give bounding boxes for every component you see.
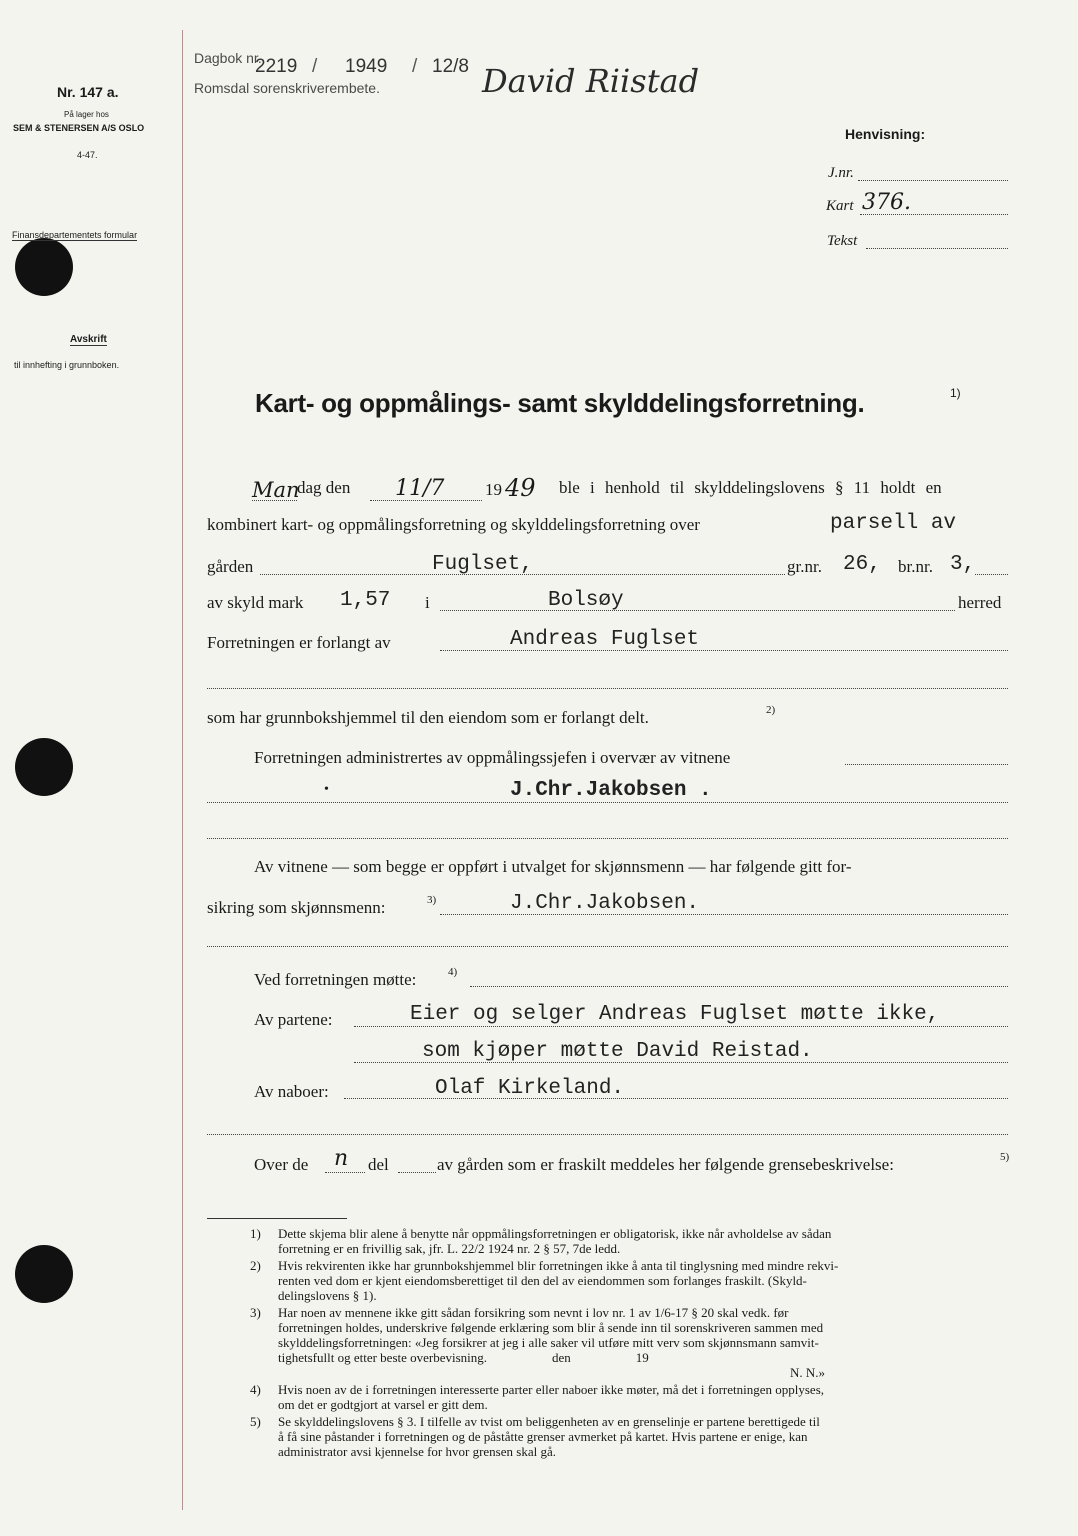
footnote bbox=[250, 1226, 1020, 1256]
requested-text: Forretningen er forlangt av bbox=[207, 633, 391, 652]
footnote-line: Hvis rekvirenten ikke har grunnbokshjemmel blir forretningen ikke å anta til tinglysning med mindre rekvi- bbox=[278, 1258, 839, 1273]
line2-text: kombinert kart- og oppmålingsforretning og skylddelingsforretning over bbox=[207, 515, 700, 534]
form-origin: Finansdepartementets formular bbox=[12, 230, 138, 240]
neighbours-label: Av naboer: bbox=[254, 1082, 329, 1101]
footnote-line: renten ved dom er kjent eiendomsberettiget til den del av eiendommen som forlanges fraskilt. (Skyld- bbox=[278, 1273, 807, 1288]
footnote-rule bbox=[207, 1218, 347, 1219]
line6-note: 2) bbox=[766, 704, 776, 716]
kart-label: Kart bbox=[826, 198, 854, 214]
stamp-office: Romsdal sorenskriverembete. bbox=[194, 80, 380, 96]
requested-by-fill: Andreas Fuglset bbox=[510, 628, 700, 651]
part-fill: n bbox=[334, 1146, 349, 1171]
footnote bbox=[250, 1258, 1020, 1303]
footnote-line: om det er godtgjort at varsel er gitt dem. bbox=[278, 1397, 488, 1412]
stamp-label: Dagbok nr. bbox=[194, 50, 262, 66]
footnote bbox=[250, 1414, 1020, 1459]
footnote-line: Se skylddelingslovens § 3. I tilfelle av tvist om beliggenheten av en grenselinje er partene berettigede til bbox=[278, 1414, 820, 1429]
footnote bbox=[250, 1382, 1020, 1412]
line6-text: som har grunnbokshjemmel til den eiendom som er forlangt delt. bbox=[207, 708, 649, 727]
i-label: i bbox=[425, 593, 430, 612]
footnote-mark: 5) bbox=[250, 1414, 261, 1429]
footnotes bbox=[250, 1226, 1020, 1459]
footnote-line: tighetsfullt og etter beste overbevisning. den 19 bbox=[278, 1350, 649, 1365]
line1-rest: ble i henhold til skylddelingslovens § 11 holdt en bbox=[559, 478, 942, 497]
del-text: del bbox=[368, 1155, 389, 1174]
line7-text: Forretningen administrertes av oppmålingssjefen i overvær av vitnene bbox=[254, 748, 731, 767]
assessor-fill: J.Chr.Jakobsen. bbox=[510, 892, 700, 915]
jnr-label: J.nr. bbox=[828, 165, 854, 181]
grnr-fill: 26, bbox=[843, 553, 881, 576]
publisher-line-1: På lager hos bbox=[64, 110, 109, 119]
footnote bbox=[250, 1365, 1020, 1380]
parties-fill-1: Eier og selger Andreas Fuglset møtte ikke, bbox=[410, 1003, 940, 1026]
brnr-fill: 3, bbox=[950, 553, 976, 576]
publisher-date: 4-47. bbox=[77, 150, 98, 160]
title-footnote-mark: 1) bbox=[950, 386, 961, 400]
copy-note: til innhefting i grunnboken. bbox=[14, 360, 120, 370]
stamp-number: 2219 bbox=[255, 56, 298, 77]
footnote-line: forretningen holdes, underskrive følgende erklæring som blir å sende inn til sorenskriveren sammen med bbox=[278, 1320, 824, 1335]
footnote-line: delingslovens § 1). bbox=[278, 1288, 377, 1303]
line14-rest: av gården som er fraskilt meddeles her følgende grensebeskrivelse: bbox=[437, 1155, 894, 1174]
brnr-label: br.nr. bbox=[898, 557, 933, 576]
date-fill: 11/7 bbox=[395, 476, 445, 501]
stamp-date: 12/8 bbox=[432, 56, 469, 77]
tekst-label: Tekst bbox=[827, 233, 858, 249]
form-number: Nr. 147 a. bbox=[57, 84, 119, 100]
grnr-label: gr.nr. bbox=[787, 557, 822, 576]
parties-fill-2: som kjøper møtte David Reistad. bbox=[422, 1040, 813, 1063]
dag-den-text: dag den bbox=[297, 478, 351, 497]
line14-note: 5) bbox=[1000, 1151, 1010, 1163]
reference-title: Henvisning: bbox=[845, 126, 926, 142]
weekday-fill: Man bbox=[252, 478, 300, 502]
footnote-line: skylddelingsforretningen: «Jeg forsikrer at jeg i alle saker vil utføre mitt verv som skjønnsmann samvit- bbox=[278, 1335, 819, 1350]
footnote-line: Dette skjema blir alene å benytte når oppmålingsforretningen er obligatorisk, ikke når avholdelse av sådan bbox=[278, 1226, 832, 1241]
document-page: Nr. 147 a. På lager hos SEM & STENERSEN A/S OSLO 4-47. Finansdepartementets formular Avskrift til innhefting i grunnboken. Dagbok nr. 2219 / 1949 / 12/8 Romsdal sorenskriverembete. David Riistad Henvisning: J.nr. Kart 376. Tekst Kart- og oppmålings- samt skylddelingsforretning. 1) Man dag den 11/7 19 49 ble i henhold til skylddelingslovens § 11 holdt en kombinert kart- og oppmålingsforretning og skylddelingsforretning over parsell av gården Fuglset, gr.nr. 26, br.nr. 3, av skyld mark 1,57 i Bolsøy herred Forretningen er forlangt av Andreas Fuglset som har grunnbokshjemmel til den eiendom som er forlangt delt. 2) Forretningen administrertes av oppmålingssjefen i overvær av vitnene • J.Chr.Jakobsen . Av vitnene — som begge er oppført i utvalget for skjønnsmenn — har følgende gitt for- sikring som skjønnsmenn: 3) J.Chr.Jakobsen. Ved forretningen møtte: 4) Av partene: Eier og selger Andreas Fuglset møtte ikke, som kjøper møtte David Reistad. Av naboer: Olaf Kirkeland. Over de n del av gården som er fraskilt meddeles her følgende grensebeskrivelse: 5) 1) Dette skjema blir alene å benytte når oppmålingsforretningen er obligatorisk, ikke når avholdelse av sådan forretning er en frivillig sak, jfr. L. 22/2 1924 nr. 2 § 57, 7de ledd. 2) Hvis rekvirenten ikke har grunnbokshjemmel blir forretningen ikke å anta til tinglysning med mindre rekvi- renten ved dom er kjent eiendomsberettiget til den del av eiendommen som forlanges fraskilt. (Skyld- delingslovens § 1). 3) Har noen av mennene ikke gitt sådan forsikring som nevnt i lov nr. 1 av 1/6-17 § 20 skal vedk. før forretningen holdes, underskrive følgende erklæring som blir å sende inn til sorenskriveren sammen med skylddelingsforretningen: «Jeg forsikrer at jeg i alle saker vil utføre mitt verv som skjønnsmann samvit- tighetsfullt og etter beste overbevisning. den 19 N. N.» 4) Hvis noen av de i forretningen interesserte parter eller naboer ikke møter, må det i forretningen opplyses, om det er godtgjort at varsel er gitt dem. 5) Se skylddelingslovens § 3. I tilfelle av tvist om beliggenheten av en grenselinje er partene berettigede til å få sine påstander i forretningen og de påståtte grenser avmerket på kartet. Hvis partene er enige, kan administrator avsi kjennelse for hvor grensen skal gå. bbox=[0, 0, 1078, 1536]
footnote-line: administrator avsi kjennelse for hvor grensen skal gå. bbox=[278, 1444, 556, 1459]
year-prefix: 19 bbox=[485, 480, 502, 499]
line8-text: Av vitnene — som begge er oppført i utvalget for skjønnsmenn — har følgende gitt for- bbox=[254, 857, 852, 876]
copy-title: Avskrift bbox=[70, 334, 107, 345]
footnote-mark: 3) bbox=[250, 1305, 261, 1320]
year-fill: 49 bbox=[505, 474, 536, 502]
footnote-mark: 4) bbox=[250, 1382, 261, 1397]
punch-hole-bottom bbox=[15, 1245, 73, 1303]
footnote-line: å få sine påstander i forretningen og de påståtte grenser avmerket på kartet. Hvis partene er enige, kan bbox=[278, 1429, 808, 1444]
over-de-text: Over de bbox=[254, 1155, 309, 1174]
signature-top: David Riistad bbox=[482, 62, 700, 100]
publisher-line-2: SEM & STENERSEN A/S OSLO bbox=[13, 123, 145, 133]
parties-label: Av partene: bbox=[254, 1010, 333, 1029]
herred-label: herred bbox=[958, 593, 1002, 612]
herred-fill: Bolsøy bbox=[548, 589, 624, 612]
garden-label: gården bbox=[207, 557, 254, 576]
farm-fill: Fuglset, bbox=[432, 553, 533, 576]
skyld-fill: 1,57 bbox=[340, 589, 391, 612]
stamp-year: 1949 bbox=[345, 56, 388, 77]
line10-note: 4) bbox=[448, 966, 458, 978]
footnote-line: forretning er en frivillig sak, jfr. L. 22/2 1924 nr. 2 § 57, 7de ledd. bbox=[278, 1241, 621, 1256]
footnote-mark: 2) bbox=[250, 1258, 261, 1273]
footnote-line: Hvis noen av de i forretningen interesserte parter eller naboer ikke møter, må det i forretningen opplyses, bbox=[278, 1382, 825, 1397]
skyld-label: av skyld mark bbox=[207, 593, 304, 612]
footnote bbox=[250, 1305, 1020, 1365]
parcel-fill: parsell av bbox=[830, 512, 957, 535]
line10-text: Ved forretningen møtte: bbox=[254, 970, 417, 989]
line9-text: sikring som skjønnsmenn: bbox=[207, 898, 386, 917]
kart-value: 376. bbox=[862, 190, 911, 215]
footnote-line: N. N.» bbox=[790, 1365, 826, 1380]
punch-hole-top bbox=[15, 238, 73, 296]
line9-note: 3) bbox=[427, 894, 437, 906]
margin-rule bbox=[182, 30, 183, 1510]
footnote-mark: 1) bbox=[250, 1226, 261, 1241]
footnote-line: Har noen av mennene ikke gitt sådan forsikring som nevnt i lov nr. 1 av 1/6-17 § 20 skal vedk. før bbox=[278, 1305, 789, 1320]
document-title: Kart- og oppmålings- samt skylddelingsforretning. bbox=[255, 388, 865, 418]
neighbours-fill: Olaf Kirkeland. bbox=[435, 1077, 625, 1100]
punch-hole-middle bbox=[15, 738, 73, 796]
witness-fill: J.Chr.Jakobsen . bbox=[510, 779, 712, 802]
